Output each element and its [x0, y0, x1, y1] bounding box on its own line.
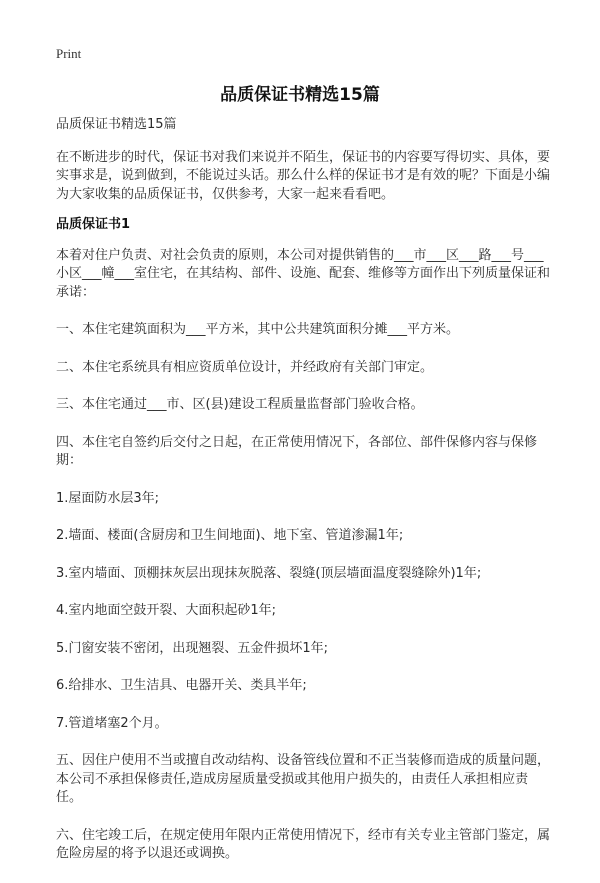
- document-body: [56, 116, 554, 883]
- page-title: 品质保证书精选15篇: [220, 85, 380, 105]
- clause-1: 一、本住宅建筑面积为___平方米，其中公共建筑面积分摊___平方米。: [56, 322, 460, 337]
- clause-3: 三、本住宅通过___市、区(县)建设工程质量监督部门验收合格。: [56, 397, 424, 412]
- document-subtitle: 品质保证书精选15篇: [56, 117, 177, 132]
- warranty-item-6: 6.给排水、卫生洁具、电器开关、类具半年;: [56, 678, 307, 693]
- paragraph-1: 本着对住户负责、对社会负责的原则，本公司对提供销售的___市___区___路___号___小区___幢___室住宅，在其结构、部件、设施、配套、维修等方面作出下列质量保证和承诺：: [56, 247, 551, 300]
- clause-6: 六、住宅竣工后，在规定使用年限内正常使用情况下，经市有关专业主管部门鉴定，属危险房屋的将予以退还或调换。: [56, 827, 551, 861]
- warranty-item-3: 3.室内墙面、顶棚抹灰层出现抹灰脱落、裂缝(顶层墙面温度裂缝除外)1年;: [56, 565, 482, 581]
- warranty-item-5: 5.门窗安装不密闭，出现翘裂、五金件损坏1年;: [56, 640, 329, 656]
- warranty-item-4: 4.室内地面空鼓开裂、大面积起砂1年;: [56, 603, 277, 618]
- section-heading: 品质保证书1: [56, 217, 131, 232]
- warranty-item-2: 2.墙面、楼面(含厨房和卫生间地面)、地下室、管道渗漏1年;: [56, 528, 404, 543]
- warranty-item-7: 7.管道堵塞2个月。: [56, 715, 168, 731]
- print-link[interactable]: Print: [56, 46, 82, 61]
- intro-paragraph: 在不断进步的时代，保证书对我们来说并不陌生，保证书的内容要写得切实、具体，要实事求是，说到做到，不能说过头话。那么什么样的保证书才是有效的呢？下面是小编为大家收集的品质保证书，仅供参考，大家一起来看看吧。: [56, 149, 551, 202]
- clause-4: 四、本住宅自签约后交付之日起，在正常使用情况下，各部位、部件保修内容与保修期：: [56, 434, 538, 468]
- warranty-item-1: 1.屋面防水层3年;: [56, 490, 160, 506]
- clause-5: 五、因住户使用不当或擅自改动结构、设备管线位置和不正当装修而造成的质量问题，本公司不承担保修责任,造成房屋质量受损或其他用户损失的，由责任人承担相应责任。: [56, 753, 551, 805]
- clause-2: 二、本住宅系统具有相应资质单位设计，并经政府有关部门审定。: [56, 359, 434, 375]
